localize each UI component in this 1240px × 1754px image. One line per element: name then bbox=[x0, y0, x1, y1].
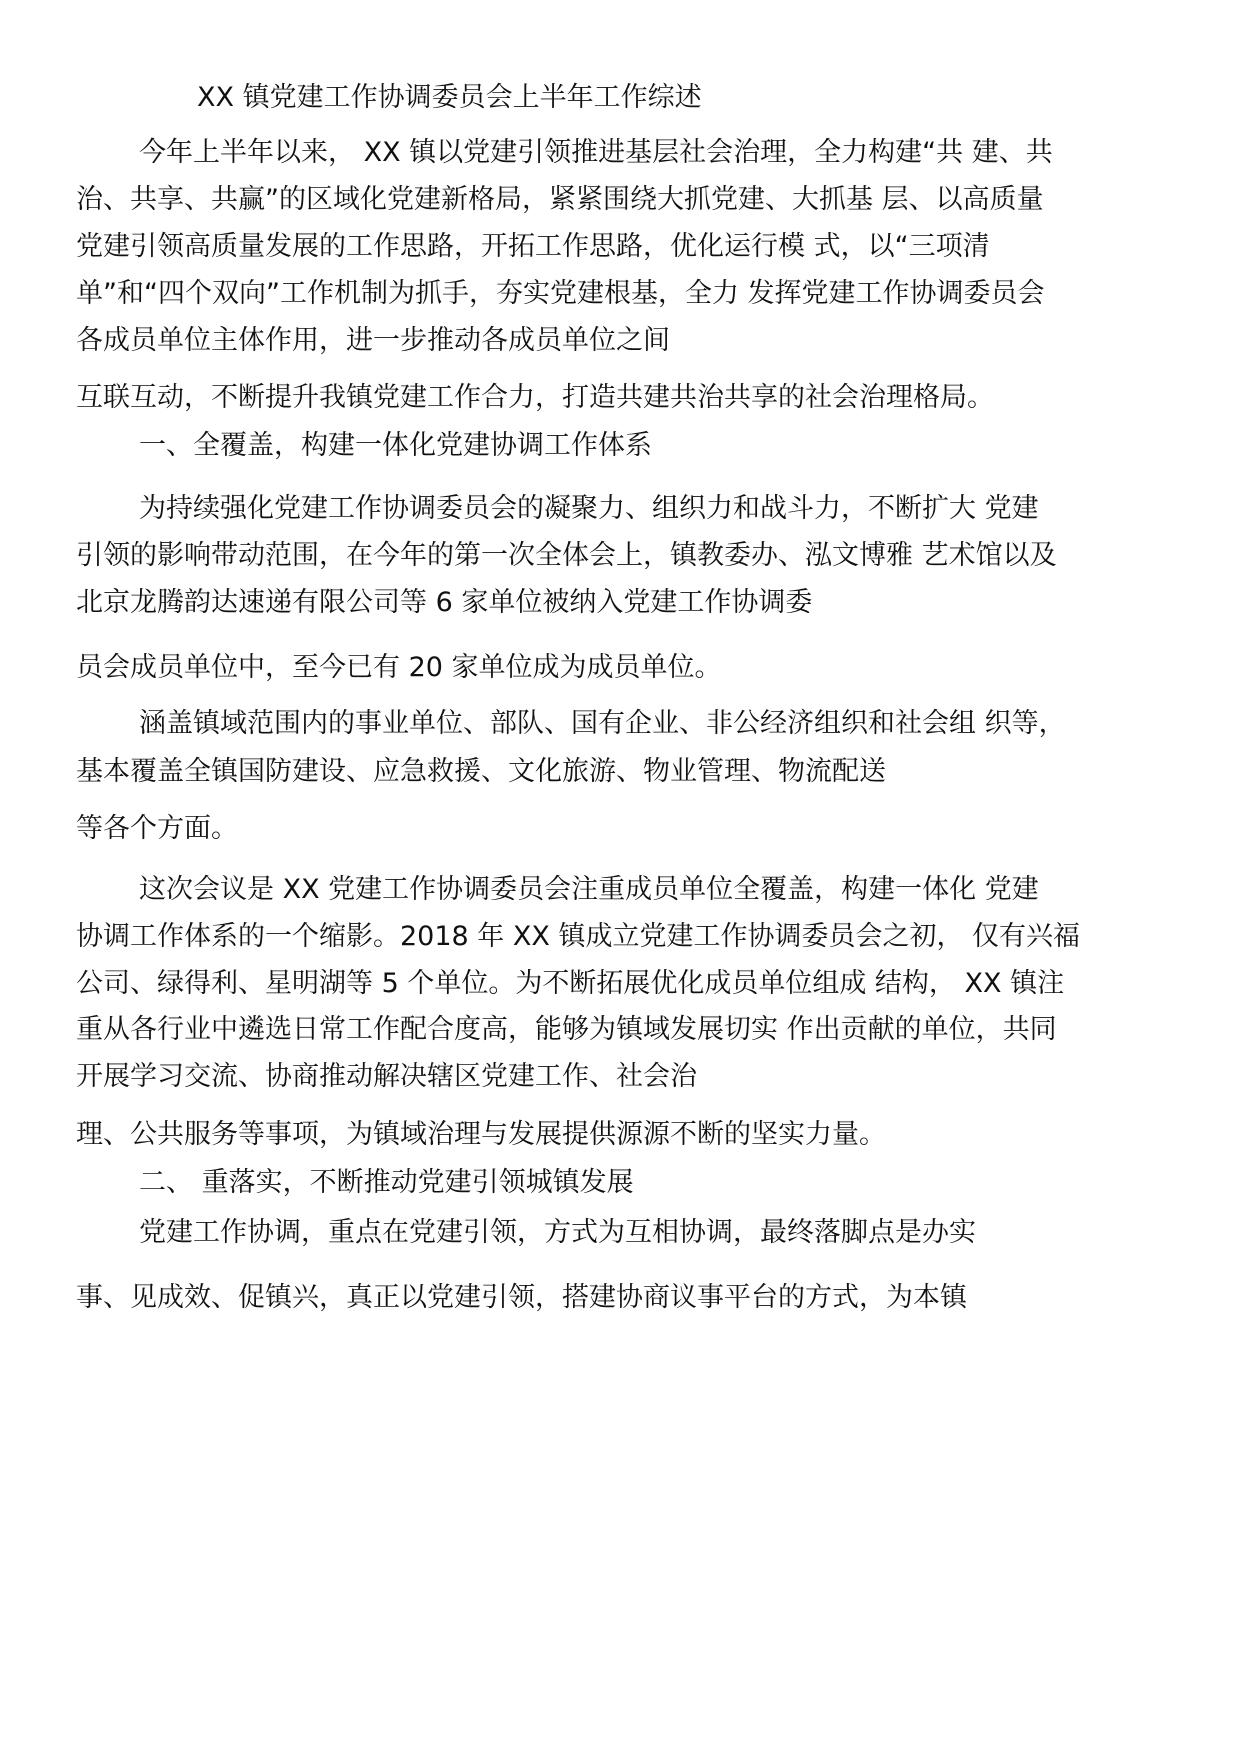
text-line: 开展学习交流、协商推动解决辖区党建工作、社会治 bbox=[76, 1061, 697, 1092]
text-line: 引领的影响带动范围，在今年的第一次全体会上，镇教委办、泓文博雅 艺术馆以及 bbox=[76, 540, 1057, 571]
text-line: 党建工作协调，重点在党建引领，方式为互相协调，最终落脚点是办实 bbox=[139, 1217, 976, 1248]
text-line: 等各个方面。 bbox=[76, 813, 238, 844]
text-line: 协调工作体系的一个缩影。2018 年 XX 镇成立党建工作协调委员会之初， 仅有兴福 bbox=[76, 921, 1081, 952]
text-line: 理、公共服务等事项，为镇域治理与发展提供源源不断的坚实力量。 bbox=[76, 1119, 886, 1150]
text-line: 单”和“四个双向”工作机制为抓手，夯实党建根基，全力 发挥党建工作协调委员会 bbox=[76, 278, 1045, 309]
text-line: 事、见成效、促镇兴，真正以党建引领，搭建协商议事平台的方式，为本镇 bbox=[76, 1282, 967, 1313]
section-heading: 一、全覆盖，构建一体化党建协调工作体系 bbox=[139, 430, 652, 461]
text-line: 北京龙腾韵达速递有限公司等 6 家单位被纳入党建工作协调委 bbox=[76, 587, 813, 618]
text-line: 各成员单位主体作用，进一步推动各成员单位之间 bbox=[76, 325, 670, 356]
text-line: 员会成员单位中，至今已有 20 家单位成为成员单位。 bbox=[76, 652, 722, 683]
document-title: XX 镇党建工作协调委员会上半年工作综述 bbox=[197, 82, 702, 113]
text-line: 基本覆盖全镇国防建设、应急救援、文化旅游、物业管理、物流配送 bbox=[76, 756, 886, 787]
text-line: 这次会议是 XX 党建工作协调委员会注重成员单位全覆盖，构建一体化 党建 bbox=[139, 874, 1039, 905]
text-line: 重从各行业中遴选日常工作配合度高，能够为镇域发展切实 作出贡献的单位，共同 bbox=[76, 1014, 1057, 1045]
text-line: 治、共享、共赢”的区域化党建新格局，紧紧围绕大抓党建、大抓基 层、以高质量 bbox=[76, 184, 1044, 215]
text-line: 为持续强化党建工作协调委员会的凝聚力、组织力和战斗力，不断扩大 党建 bbox=[139, 493, 1039, 524]
section-heading: 二、 重落实，不断推动党建引领城镇发展 bbox=[139, 1167, 634, 1198]
text-line: 今年上半年以来， XX 镇以党建引领推进基层社会治理，全力构建“共 建、共 bbox=[139, 137, 1053, 168]
text-line: 公司、绿得利、星明湖等 5 个单位。为不断拓展优化成员单位组成 结构， XX 镇注 bbox=[76, 968, 1065, 999]
text-line: 涵盖镇域范围内的事业单位、部队、国有企业、非公经济组织和社会组 织等， bbox=[139, 708, 1066, 739]
text-line: 党建引领高质量发展的工作思路，开拓工作思路，优化运行模 式，以“三项清 bbox=[76, 231, 990, 262]
text-line: 互联互动，不断提升我镇党建工作合力，打造共建共治共享的社会治理格局。 bbox=[76, 382, 994, 413]
